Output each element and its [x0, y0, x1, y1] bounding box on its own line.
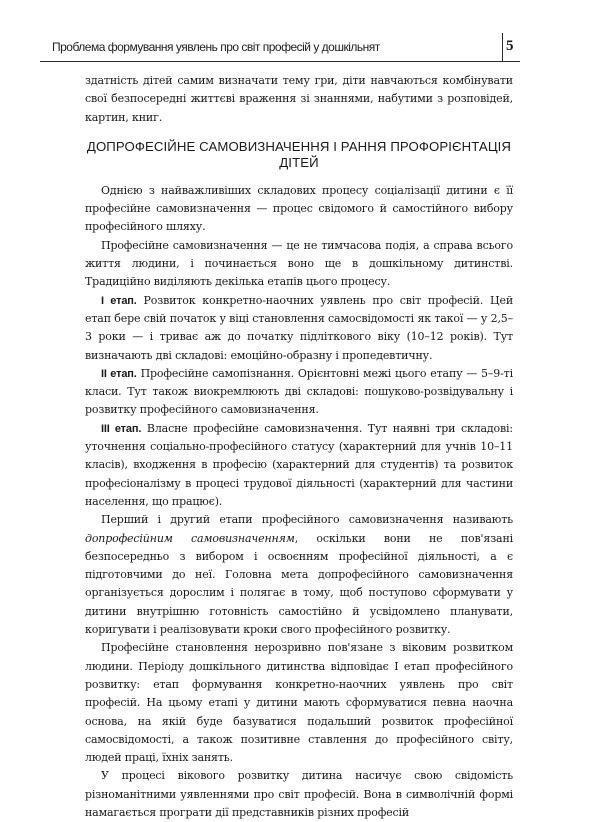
stage-3-paragraph — [85, 420, 513, 511]
preprofessional-term: допрофесійним самовизначенням — [85, 531, 295, 545]
section-title: ДОПРОФЕСІЙНЕ САМОВИЗНАЧЕННЯ І РАННЯ ПРОФОРІЄНТАЦІЯ ДІТЕЙ — [86, 138, 512, 171]
paragraph-age-development: Професійне становлення нерозривно пов'язане з віковим розвитком людини. Періоду дошкільного дитинства відповідає І етап професійного розвитку: етап формування конкретно-наочних уявлень про світ професій. На цьому етапі у дитини мають сформуватися певна наочна основа, на якій буде базуватися подальший розвиток професійної самосвідомості, а також позитивне ставлення до професійного світу, людей праці, їхніх занять. — [85, 641, 513, 765]
stage-2-text: Професійне самопізнання. Орієнтовні межі цього етапу — 5–9-ті класи. Тут також виокремлюють дві складові: пошуково-розвідувальну і розвитку професійного самовизначення. — [85, 366, 513, 417]
stage-3-label: ІІІ етап. — [101, 422, 142, 435]
stage-1-label: І етап. — [101, 294, 137, 307]
paragraph-child-ideas: У процесі вікового розвитку дитина насичує свою свідомість різноманітними уявленнями про світ професій. Вона в символічній формі намагається програти дії представників різних професій — [85, 769, 513, 819]
page-number: 5 — [506, 38, 514, 54]
header-divider — [502, 33, 503, 61]
running-title: Проблема формування уявлень про світ професій у дошкільнят — [52, 40, 380, 54]
stage-2-label: ІІ етап. — [101, 367, 137, 380]
stage-3-text: Власне професійне самовизначення. Тут наявні три складові: уточнення соціально-професійного статусу (характерний для учнів 10–11 класів), входження в професію (характерний для студентів) та розвиток професіоналізму в процесі трудової діяльності (характерний для частини населення, що працює). — [85, 421, 513, 508]
intro-paragraph: здатність дітей самим визначати тему гри, діти навчаються комбінувати свої безпосередні життєві враження зі знаннями, набутими з розповідей, картин, книг. — [85, 74, 513, 124]
stage-2-paragraph — [85, 365, 513, 420]
paragraph-preprofessional — [85, 511, 513, 639]
paragraph-socialization: Однією з найважливіших складових процесу соціалізації дитини є її професійне самовизначення — процес свідомого й самостійного вибору професійного шляху. — [85, 183, 513, 234]
paragraph-lifelong: Професійне самовизначення — це не тимчасова подія, а справа всього життя людини, і починається воно ще в дошкільному дитинстві. Традиційно виділяють декілька етапів цього процесу. — [85, 238, 513, 289]
running-header — [40, 33, 520, 62]
paragraph-preprofessional-rest: , оскільки вони не пов'язані безпосередньо з вибором і освоєнням професійної діяльності, а є підготовчими до неї. Головна мета допрофесійного самовизначення організується дорослим і полягає в тому, щоб поступово сформувати у дитини внутрішню готовність самостійно й усвідомлено планувати, коригувати і реалізовувати кроки свого професійного розвитку. — [85, 531, 513, 637]
paragraph-preprofessional-start: Перший і другий етапи професійного самовизначення називають — [101, 513, 513, 527]
page-body — [85, 72, 513, 822]
stage-1-text: Розвиток конкретно-наочних уявлень про світ професій. Цей етап бере свій початок у віці становлення самосвідомості як такої — у 2,5–3 роки — і триває аж до початку підліткового віку (10–12 років). Тут визначають дві складові: емоційно-образну і пропедевтичну. — [85, 293, 514, 362]
stage-1-paragraph — [85, 292, 513, 365]
